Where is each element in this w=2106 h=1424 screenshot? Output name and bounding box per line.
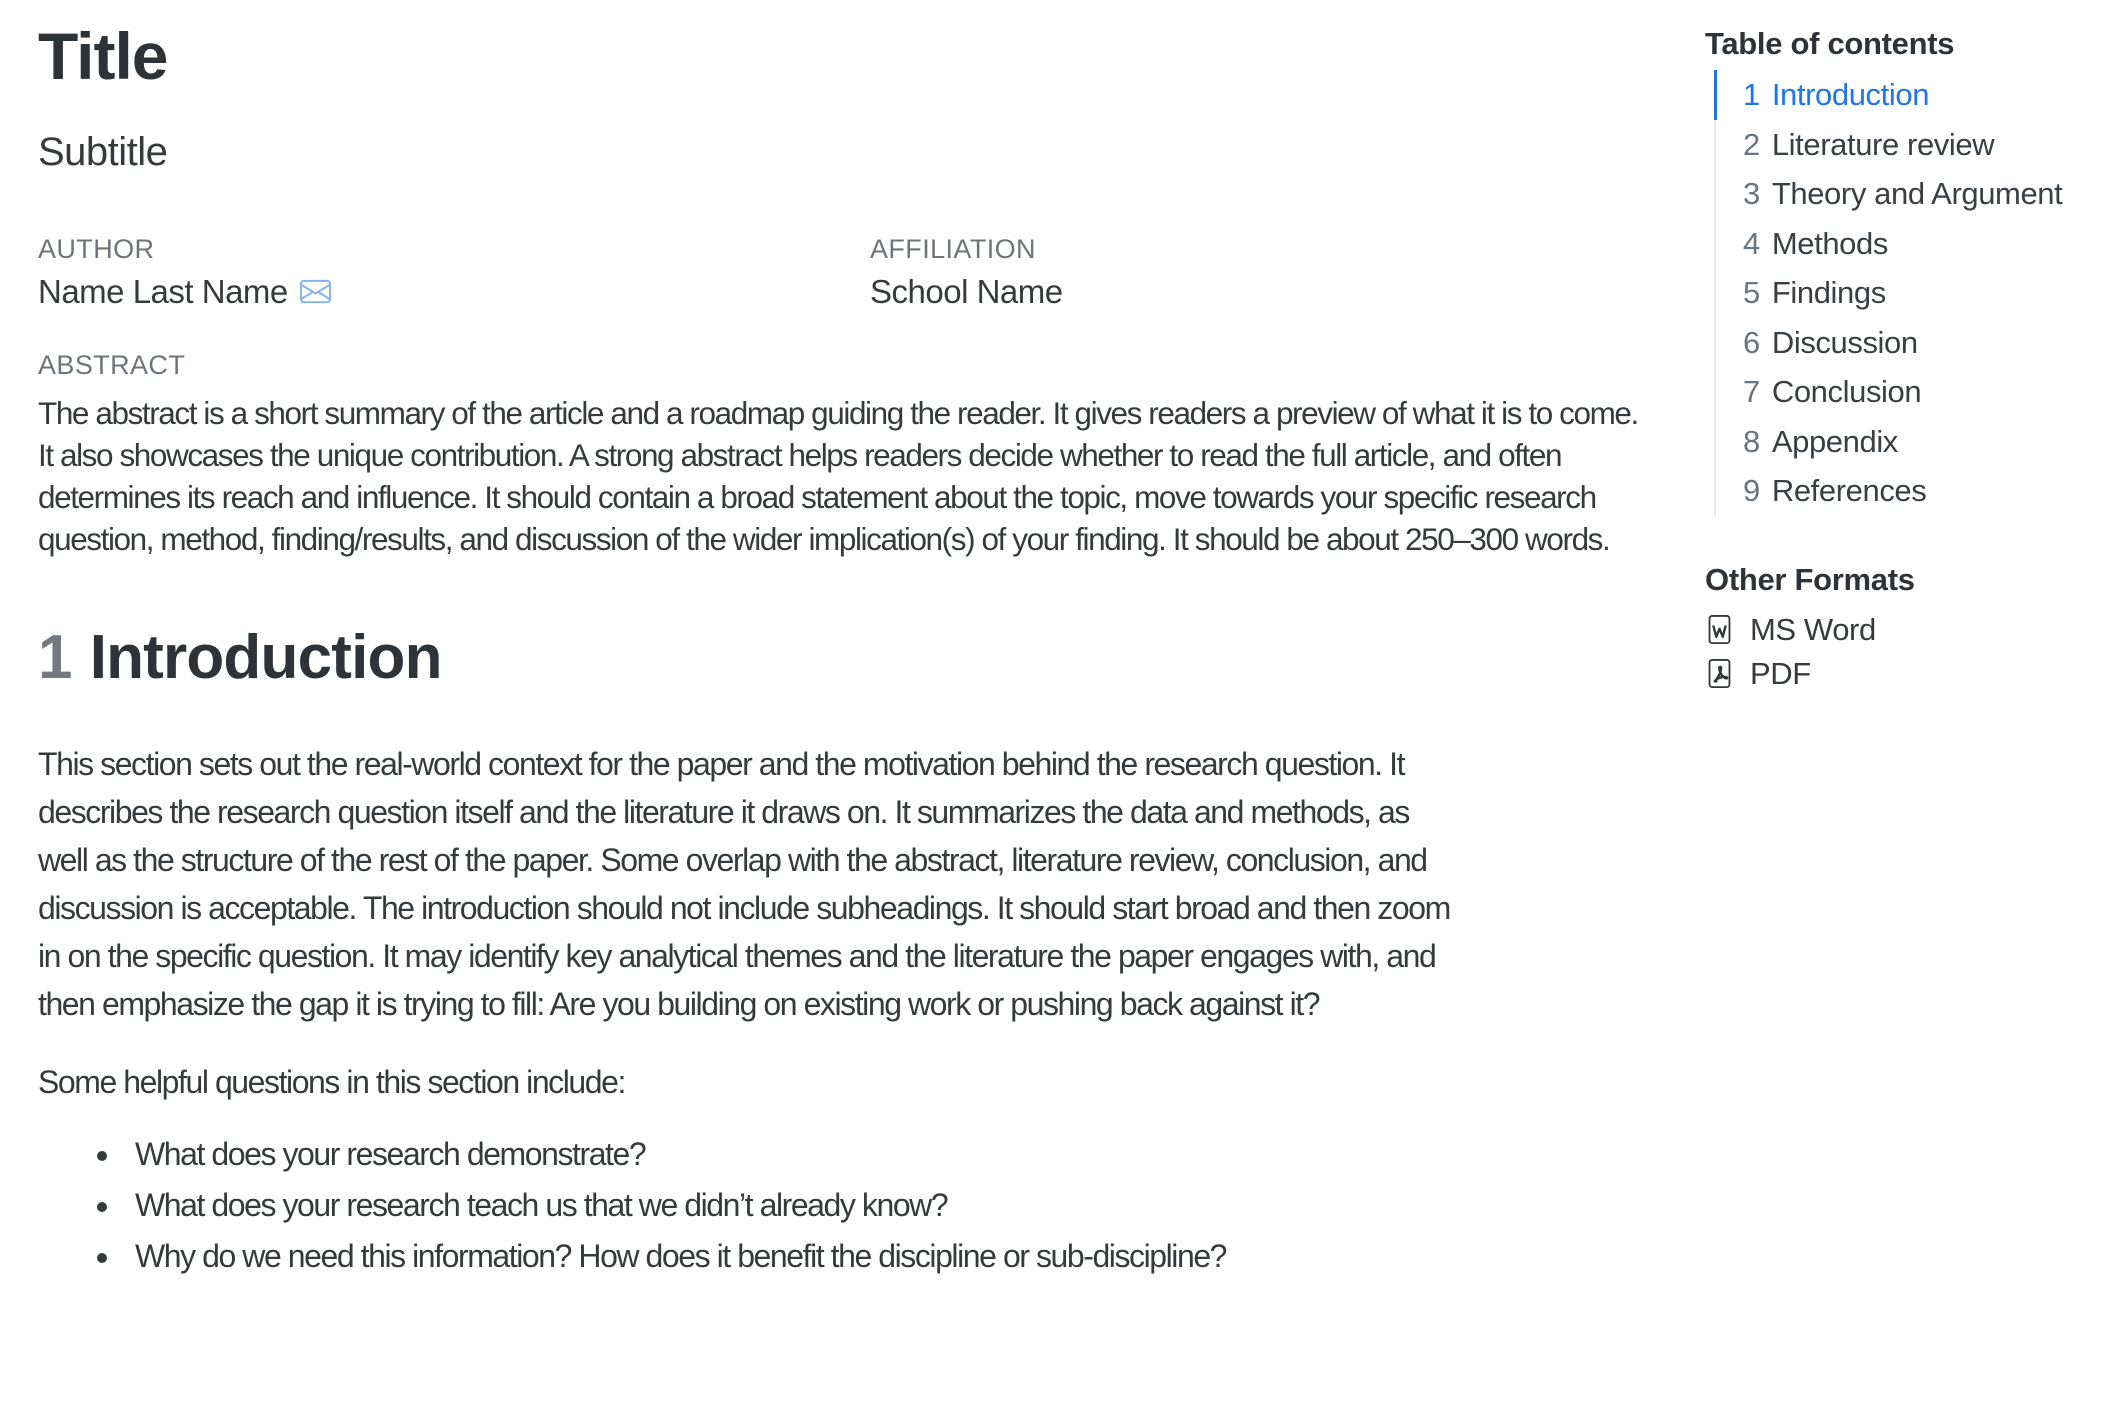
section-number: 1 <box>38 623 72 692</box>
toc-item-literature-review[interactable]: 2 Literature review <box>1714 120 2090 170</box>
other-formats-heading: Other Formats <box>1705 561 1915 597</box>
list-item: • Why do we need this information? How does it benefit the discipline or sub-discipline? <box>123 1232 1623 1280</box>
abstract-text: The abstract is a short summary of the article and a roadmap guiding the reader. It gives readers a preview of what it is to come. It also showcases the unique contribution. A strong abstract helps readers decide whether to read the full article, and often determines its reach and influence. It should contain a broad statement about the topic, move towards your specific research question, method, finding/results, and discussion of the wider implication(s) of your finding. It should be about 250–300 words. <box>38 395 1638 557</box>
pdf-file-icon <box>1705 659 1734 688</box>
author-name: Name Last Name <box>38 273 288 310</box>
affiliation-block <box>870 232 1658 312</box>
page-subtitle: Subtitle <box>38 130 168 174</box>
toc-heading: Table of contents <box>1705 26 1955 61</box>
affiliation-label: AFFILIATION <box>870 234 1036 264</box>
questions-lead-in: Some helpful questions in this section include: <box>38 1064 625 1100</box>
section-heading-introduction <box>38 620 1658 696</box>
toc-item-introduction[interactable]: 1 Introduction <box>1714 70 2090 120</box>
question-list <box>38 1130 1623 1280</box>
section-heading-text: Introduction <box>89 623 442 692</box>
list-item: • What does your research teach us that we didn’t already know? <box>123 1181 1623 1229</box>
abstract-block <box>38 348 1658 560</box>
sidebar <box>1705 0 2090 696</box>
article <box>38 0 1658 1283</box>
intro-paragraph: This section sets out the real-world context for the paper and the motivation behind the research question. It describes the research question itself and the literature it draws on. It summarizes the data and methods, as well as the structure of the rest of the paper. Some overlap with the abstract, literature review, conclusion, and discussion is acceptable. The introduction should not include subheadings. It should start broad and then zoom in on the specific question. It may identify key analytical themes and the literature the paper engages with, and then emphasize the gap it is trying to fill: Are you building on existing work or pushing back against it? <box>38 746 1450 1022</box>
word-file-icon <box>1705 615 1734 644</box>
table-of-contents <box>1714 70 2090 516</box>
toc-item-appendix[interactable]: 8 Appendix <box>1714 417 2090 467</box>
author-block <box>38 232 870 312</box>
other-formats-list <box>1705 608 2090 696</box>
toc-item-findings[interactable]: 5 Findings <box>1714 268 2090 318</box>
toc-item-conclusion[interactable]: 7 Conclusion <box>1714 367 2090 417</box>
author-name-link[interactable] <box>38 273 331 310</box>
list-item: • What does your research demonstrate? <box>123 1130 1623 1178</box>
title-meta <box>38 232 1658 312</box>
envelope-icon[interactable] <box>300 276 331 307</box>
format-link-ms-word[interactable]: MS Word <box>1705 608 2090 652</box>
abstract-label: ABSTRACT <box>38 350 186 380</box>
page-title: Title <box>38 19 168 93</box>
format-link-pdf[interactable]: PDF <box>1705 652 2090 696</box>
affiliation-name: School Name <box>870 273 1063 310</box>
toc-item-theory-and-argument[interactable]: 3 Theory and Argument <box>1714 169 2090 219</box>
author-label: AUTHOR <box>38 234 155 264</box>
toc-item-discussion[interactable]: 6 Discussion <box>1714 318 2090 368</box>
toc-item-references[interactable]: 9 References <box>1714 466 2090 516</box>
toc-item-methods[interactable]: 4 Methods <box>1714 219 2090 269</box>
